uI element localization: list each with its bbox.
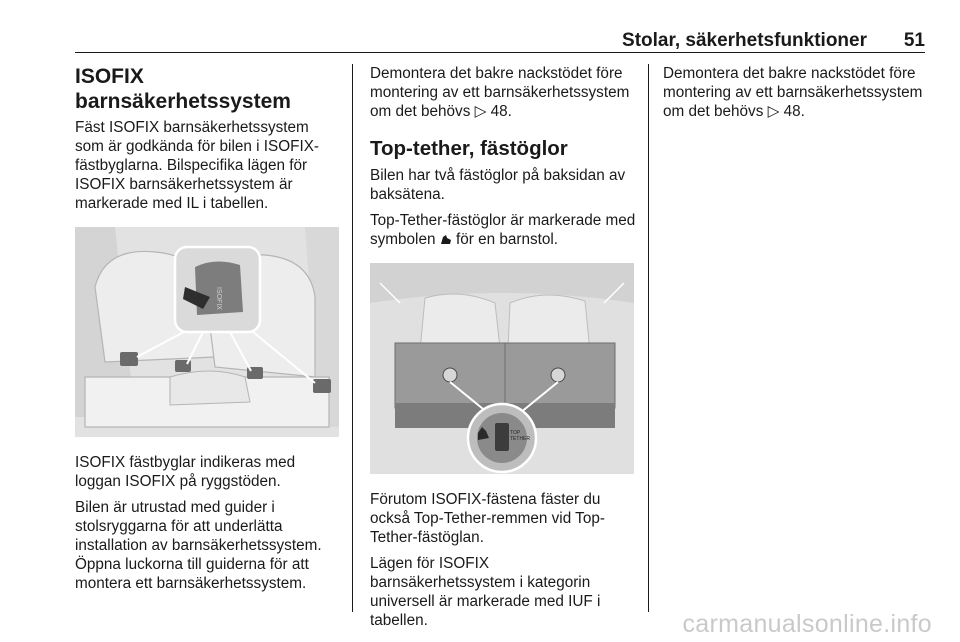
column-3 [663, 64, 929, 128]
top-tether-strap-paragraph: Förutom ISOFIX-fästena fäster du också Top-Tether-remmen vid Top-Tether-fästöglan. [370, 491, 605, 546]
isofix-logo-text: ISOFIX [215, 287, 222, 310]
top-tether-heading: Top-tether, fästöglor [370, 137, 568, 160]
top-tether-label-line1: TOP [510, 430, 521, 436]
child-seat-symbol-icon [440, 231, 452, 248]
isofix-intro-paragraph: Fäst ISOFIX barnsäkerhetssystem som är godkända för bilen i ISOFIX-fästbyglarna. Bilspecifika lägen för ISOFIX barnsäkerhetssystem är markerade med IL i tabellen. [75, 119, 320, 212]
isofix-logo-paragraph: ISOFIX fästbyglar indikeras med loggan ISOFIX på ryggstöden. [75, 454, 296, 490]
iuf-positions-paragraph: Lägen för ISOFIX barnsäkerhetssystem i kategorin universell är markerade med IUF i tabellen. [370, 555, 601, 629]
headrest-removal-paragraph-2: Demontera det bakre nackstödet före montering av ett barnsäkerhetssystem om det behövs ▷ 48. [663, 65, 923, 120]
headrest-removal-paragraph: Demontera det bakre nackstödet före montering av ett barnsäkerhetssystem om det behövs ▷ 48. [370, 65, 630, 120]
page-ref-link[interactable]: 48. [490, 103, 512, 120]
column-2 [370, 64, 636, 637]
isofix-seat-illustration [75, 227, 339, 437]
page-ref-arrow-icon: ▷ [474, 103, 487, 120]
column-divider-2 [648, 64, 649, 612]
top-tether-symbol-paragraph: Top-Tether-fästöglor är markerade med symbolen för en barnstol. [370, 212, 636, 248]
top-tether-intro-paragraph: Bilen har två fästöglor på baksidan av baksätena. [370, 167, 626, 203]
column-divider-1 [352, 64, 353, 612]
section-title: Stolar, säkerhetsfunktioner [622, 30, 867, 51]
page-header [75, 30, 925, 52]
page-ref-arrow-icon: ▷ [767, 103, 780, 120]
column-1 [75, 64, 341, 600]
header-rule [75, 52, 925, 53]
watermark: carmanualsonline.info [682, 610, 932, 638]
top-tether-label-line2: TETHER [510, 436, 530, 442]
isofix-heading: ISOFIX barnsäkerhetssystem [75, 65, 291, 113]
page-number: 51 [903, 30, 925, 51]
page-ref-link-2[interactable]: 48. [783, 103, 805, 120]
top-tether-illustration [370, 263, 634, 474]
isofix-guides-paragraph: Bilen är utrustad med guider i stolsryggarna för att underlätta installation av barnsäkerhetssystem. Öppna luckorna till guiderna för att montera ett barnsäkerhetssystem. [75, 499, 322, 592]
